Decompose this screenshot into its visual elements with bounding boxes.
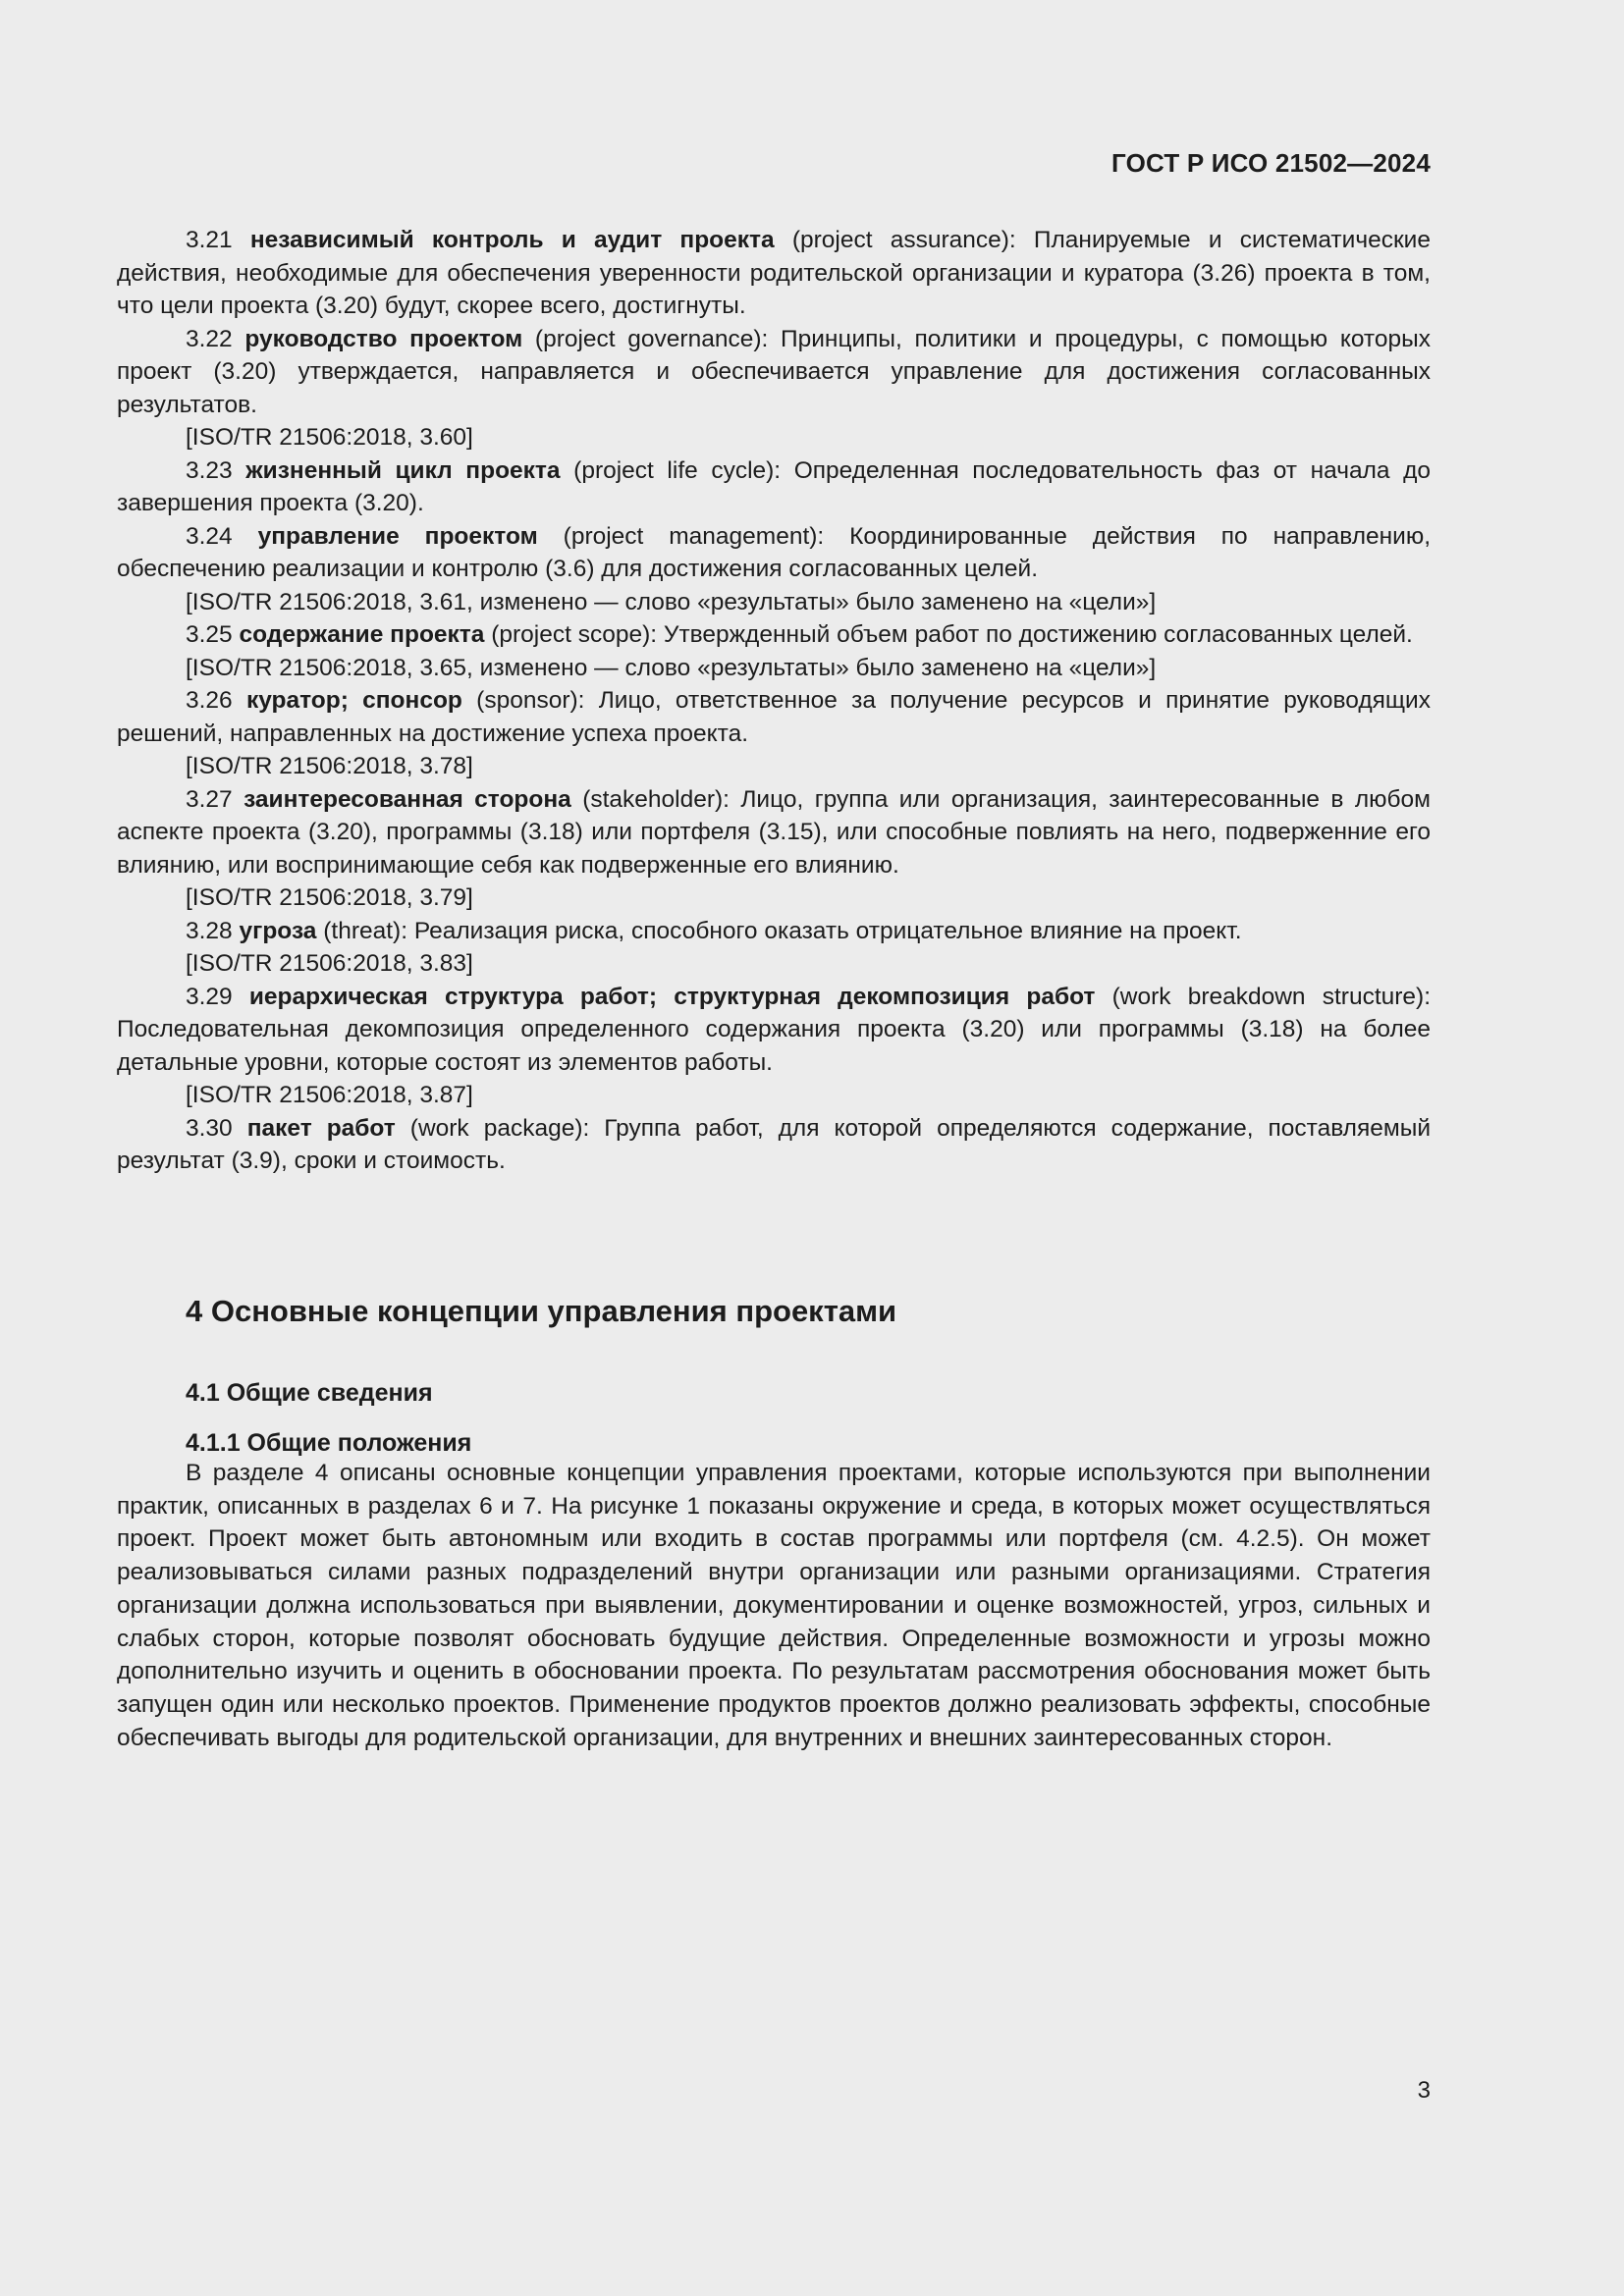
- definition-text: (project assurance): Планируемые и систематические действия, необходимые для обеспечения уверенности родительской организации и куратора (3.26) проекта в том, что цели проекта (3.20) будут, скорее всего, достигнуты.: [117, 227, 1431, 319]
- definition-number: 3.21: [186, 227, 233, 253]
- definition-text: (stakeholder): Лицо, группа или организация, заинтересованные в любом аспекте проекта (3.20), программы (3.18) или портфеля (3.15), или способные повлиять на него, подверженние его влиянию, или воспринимающие себя как подверженные его влиянию.: [117, 785, 1432, 879]
- definitions-list: [117, 224, 1431, 1178]
- subsection-title: 4.1 Общие сведения: [186, 1379, 433, 1407]
- definition-number: 3.30: [186, 1114, 233, 1142]
- definition-source: [ISO/TR 21506:2018, 3.83]: [186, 950, 473, 977]
- section-body-paragraph: В разделе 4 описаны основные концепции управления проектами, которые используются при выполнении практик, описанных в разделах 6 и 7. На рисунке 1 показаны окружение и среда, в которых может осуществляться проект. Проект может быть автономным или входить в состав программы или портфеля (см. 4.2.5). Он может реализовываться силами разных подразделений внутри организации или разными организациями. Стратегия организации должна использоваться при выявлении, документировании и оценке возможностей, угроз, сильных и слабых сторон, которые позволят обосновать будущие действия. Определенные возможности и угрозы можно дополнительно изучить и оценить в обосновании проекта. По результатам рассмотрения обоснования может быть запущен один или несколько проектов. Применение продуктов проектов должно реализовать эффекты, способные обеспечивать выгоды для родительской организации, для внутренних и внешних заинтересованных сторон.: [117, 1460, 1431, 1751]
- definition-3-21: [117, 224, 1431, 323]
- definition-source: [ISO/TR 21506:2018, 3.60]: [186, 424, 473, 451]
- definition-3-26: [117, 684, 1431, 750]
- definition-number: 3.29: [186, 983, 233, 1010]
- definition-source: [ISO/TR 21506:2018, 3.79]: [186, 884, 473, 911]
- definition-number: 3.22: [186, 325, 233, 352]
- definition-term: управление проектом: [257, 522, 538, 550]
- definition-source: [ISO/TR 21506:2018, 3.65, изменено — слово «результаты» было заменено на «цели»]: [186, 654, 1157, 681]
- definition-text: (project management): Координированные действия по направлению, обеспечению реализации и контролю (3.6) для достижения согласованных целей.: [117, 522, 1432, 582]
- definition-number: 3.26: [186, 687, 233, 714]
- definition-term: пакет работ: [246, 1114, 396, 1142]
- definition-text: (project governance): Принципы, политики и процедуры, с помощью которых проект (3.20) утверждается, направляется и обеспечивается управление для достижения согласованных результатов.: [117, 325, 1431, 418]
- definition-text: (project life cycle): Определенная последовательность фаз от начала до завершения проекта (3.20).: [117, 456, 1432, 516]
- definition-3-27: [117, 783, 1431, 882]
- definition-3-24: [117, 520, 1431, 586]
- definition-source: [ISO/TR 21506:2018, 3.61, изменено — слово «результаты» было заменено на «цели»]: [186, 588, 1157, 615]
- definition-number: 3.27: [186, 785, 233, 813]
- definition-3-30: [117, 1112, 1431, 1178]
- section-title: 4 Основные концепции управления проектами: [186, 1294, 897, 1328]
- definition-3-29: [117, 981, 1431, 1080]
- definition-term: содержание проекта: [239, 621, 485, 648]
- definition-3-25: [117, 618, 1431, 652]
- definition-text: (work package): Группа работ, для которой определяются содержание, поставляемый результат (3.9), сроки и стоимость.: [117, 1114, 1431, 1174]
- definition-term: независимый контроль и аудит проекта: [249, 227, 775, 253]
- definition-term: куратор; спонсор: [245, 687, 462, 714]
- definition-number: 3.28: [186, 917, 233, 944]
- definition-text: (project scope): Утвержденный объем работ по достижению согласованных целей.: [491, 621, 1413, 648]
- definition-3-22: [117, 323, 1431, 422]
- definition-source: [ISO/TR 21506:2018, 3.87]: [186, 1082, 473, 1108]
- definition-source: [ISO/TR 21506:2018, 3.78]: [186, 753, 473, 779]
- definition-3-23: [117, 454, 1431, 520]
- definition-3-28: [117, 915, 1431, 948]
- definition-number: 3.24: [186, 522, 233, 550]
- definition-text: (work breakdown structure): Последовательная декомпозиция определенного содержания проекта (3.20) или программы (3.18) на более детальные уровни, которые состоят из элементов работы.: [117, 983, 1432, 1076]
- document-code-header: ГОСТ Р ИСО 21502—2024: [1110, 148, 1431, 178]
- definition-term: руководство проектом: [244, 325, 523, 352]
- definition-term: жизненный цикл проекта: [245, 456, 561, 484]
- definition-number: 3.25: [186, 621, 233, 648]
- definition-text: (sponsor): Лицо, ответственное за получение ресурсов и принятие руководящих решений, направленных на достижение успеха проекта.: [117, 687, 1431, 747]
- definition-term: заинтересованная сторона: [244, 785, 571, 813]
- page-number: 3: [1417, 2077, 1431, 2104]
- definition-number: 3.23: [186, 456, 233, 484]
- definition-term: иерархическая структура работ; структурная декомпозиция работ: [248, 983, 1096, 1010]
- definition-term: угроза: [239, 917, 317, 944]
- definition-text: (threat): Реализация риска, способного оказать отрицательное влияние на проект.: [323, 917, 1242, 944]
- subsubsection-title: 4.1.1 Общие положения: [186, 1429, 472, 1457]
